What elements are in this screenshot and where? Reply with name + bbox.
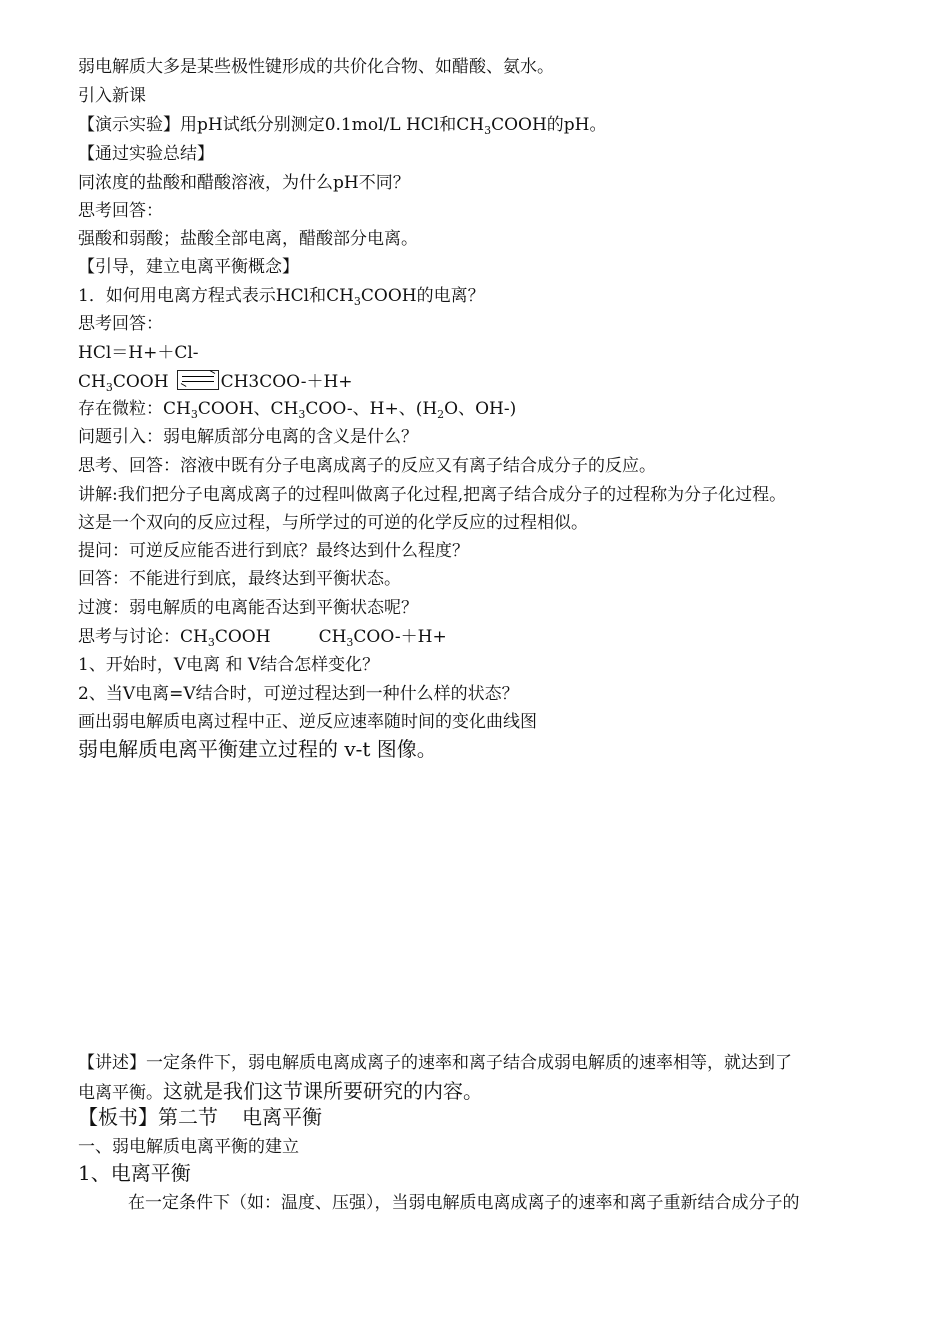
text-line: 2、当V电离=V结合时，可逆过程达到一种什么样的状态？	[78, 684, 519, 704]
text-line: 强酸和弱酸；盐酸全部电离，醋酸部分电离。	[78, 229, 418, 249]
text-line: 在一定条件下（如：温度、压强），当弱电解质电离成离子的速率和离子重新结合成分子的	[128, 1193, 800, 1213]
text-line: 问题引入：弱电解质部分电离的含义是什么？	[78, 427, 418, 447]
text-line: 同浓度的盐酸和醋酸溶液，为什么pH不同？	[78, 173, 410, 193]
text-line: 思考回答：	[78, 201, 163, 221]
text-line: 思考回答：	[78, 314, 163, 334]
text-line: 【讲述】一定条件下，弱电解质电离成离子的速率和离子结合成弱电解质的速率相等，就达到了	[78, 1053, 792, 1073]
discussion-equation-line: 思考与讨论：$CH_3COOH$ $CH_3COO-+H+$	[78, 627, 447, 649]
text-line: 电离平衡。这就是我们这节课所要研究的内容。	[78, 1079, 483, 1103]
text-line: 1、开始时，V电离 和 V结合怎样变化？	[78, 655, 380, 675]
text-line: 讲解:我们把分子电离成离子的过程叫做离子化过程,把离子结合成分子的过程称为分子化过程。	[78, 485, 787, 505]
species-line: 存在微粒：$CH_3COOH$、$CH_3COO-$、H+、($H_2O$、OH-)	[78, 399, 517, 421]
text-line: 提问：可逆反应能否进行到底？最终达到什么程度？	[78, 541, 469, 561]
demo-experiment-line: 【演示实验】用pH试纸分别测定0.1mol/L HCl和$CH_3COOH$的pH。	[78, 115, 607, 137]
reversible-arrow-icon	[177, 370, 219, 390]
text-line: 这是一个双向的反应过程，与所学过的可逆的化学反应的过程相似。	[78, 513, 588, 533]
board-heading: 【板书】第二节 电离平衡	[78, 1105, 322, 1129]
question-line: 1．如何用电离方程式表示HCl和$CH_3COOH$的电离？	[78, 286, 485, 308]
section-heading: 一、弱电解质电离平衡的建立	[78, 1137, 299, 1157]
equation-acetic-acid: $CH_3COOH$ CH3COO-＋H+	[78, 372, 353, 394]
text-line: 画出弱电解质电离过程中正、逆反应速率随时间的变化曲线图	[78, 712, 537, 732]
text-line: 弱电解质大多是某些极性键形成的共价化合物、如醋酸、氨水。	[78, 57, 554, 77]
section-heading: 【引导，建立电离平衡概念】	[78, 257, 299, 277]
text-line: 思考、回答：溶液中既有分子电离成离子的反应又有离子结合成分子的反应。	[78, 456, 656, 476]
section-heading: 1、电离平衡	[78, 1161, 191, 1185]
equation-hcl: HCl＝H+＋Cl-	[78, 343, 199, 363]
text-line: 弱电解质电离平衡建立过程的 v-t 图像。	[78, 737, 437, 761]
section-heading: 【通过实验总结】	[78, 144, 214, 164]
text-line: 回答：不能进行到底，最终达到平衡状态。	[78, 569, 401, 589]
text-line: 引入新课	[78, 86, 146, 106]
text-line: 过渡：弱电解质的电离能否达到平衡状态呢？	[78, 598, 418, 618]
